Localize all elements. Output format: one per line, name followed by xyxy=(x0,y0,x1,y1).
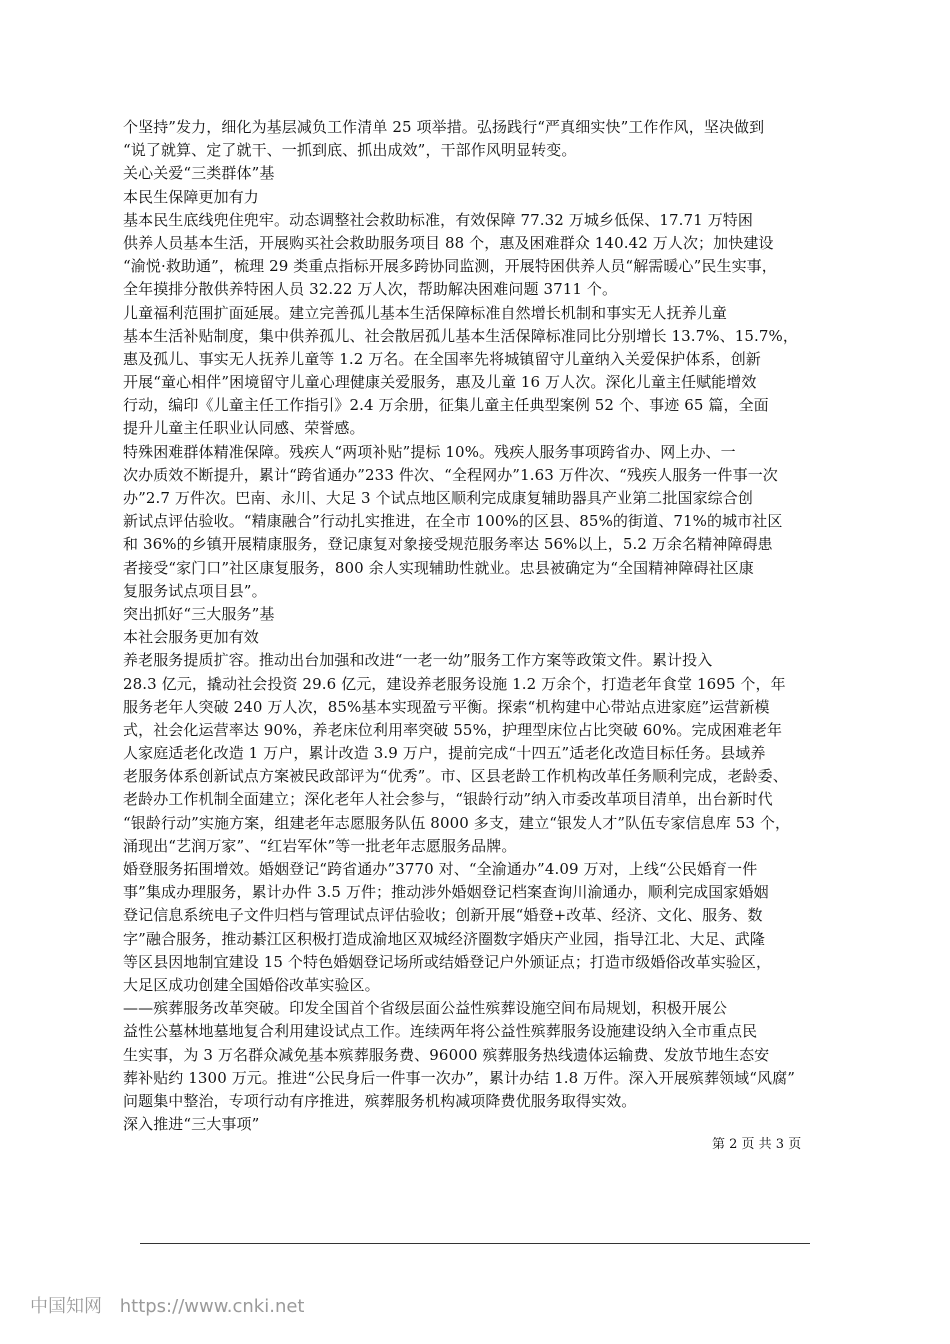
text-line: 登记信息系统电子文件归档与管理试点评估验收；创新开展“婚登+改革、经济、文化、服务、数 xyxy=(123,906,763,925)
text-line: 行动，编印《儿童主任工作指引》2.4 万余册，征集儿童主任典型案例 52 个、事迹 65 篇，全面 xyxy=(123,396,769,415)
text-line: 次办质效不断提升，累计“跨省通办”233 件次、“全程网办”1.63 万件次、“残疾人服务一件事一次 xyxy=(123,465,778,484)
text-line: “说了就算、定了就干、一抓到底、抓出成效”，干部作风明显转变。 xyxy=(123,141,577,160)
text-line: 关心关爱“三类群体”基 xyxy=(123,164,275,183)
text-line: ——殡葬服务改革突破。印发全国首个省级层面公益性殡葬设施空间布局规划，积极开展公 xyxy=(123,999,728,1018)
watermark-url: https://www.cnki.net xyxy=(119,1296,305,1317)
text-line: “银龄行动”实施方案，组建老年志愿服务队伍 8000 多支，建立“银发人才”队伍专家信息库 53 个， xyxy=(123,813,791,832)
text-line: 基本民生底线兜住兜牢。动态调整社会救助标准，有效保障 77.32 万城乡低保、17.71 万特困 xyxy=(123,210,753,229)
text-line: 儿童福利范围扩面延展。建立完善孤儿基本生活保障标准自然增长机制和事实无人抚养儿童 xyxy=(123,303,728,322)
text-line: 式，社会化运营率达 90%，养老床位利用率突破 55%，护理型床位占比突破 60%。完成困难老年 xyxy=(123,720,783,739)
text-line: 问题集中整治，专项行动有序推进，殡葬服务机构减项降费优服务取得实效。 xyxy=(123,1091,637,1110)
text-line: “渝悦·救助通”，梳理 29 类重点指标开展多跨协同监测，开展特困供养人员“解需暖心”民生实事， xyxy=(123,257,777,276)
text-line: 老服务体系创新试点方案被民政部评为“优秀”。市、区县老龄工作机构改革任务顺利完成，老龄委、 xyxy=(123,767,788,786)
text-line: 全年摸排分散供养特困人员 32.22 万人次，帮助解决困难问题 3711 个。 xyxy=(123,280,618,299)
text-line: 婚登服务拓围增效。婚姻登记“跨省通办”3770 对、“全渝通办”4.09 万对，上线“公民婚育一件 xyxy=(123,860,758,878)
text-line: 老龄办工作机制全面建立；深化老年人社会参与，“银龄行动”纳入市委改革项目清单，出台新时代 xyxy=(123,790,773,809)
text-line: 供养人员基本生活，开展购买社会救助服务项目 88 个，惠及困难群众 140.42 万人次；加快建设 xyxy=(123,233,774,252)
text-line: 突出抓好“三大服务”基 xyxy=(123,604,275,623)
watermark xyxy=(30,1292,304,1318)
text-line: 特殊困难群体精准保障。残疾人“两项补贴”提标 10%。残疾人服务事项跨省办、网上办、一 xyxy=(123,442,736,461)
text-line: 个坚持”发力，细化为基层减负工作清单 25 项举措。弘扬践行“严真细实快”工作作风，坚决做到 xyxy=(123,118,765,136)
text-line: 提升儿童主任职业认同感、荣誉感。 xyxy=(123,419,365,438)
text-line: 复服务试点项目县”。 xyxy=(123,581,267,600)
text-line: 字”融合服务，推动綦江区积极打造成渝地区双城经济圈数字婚庆产业园，指导江北、大足、武隆 xyxy=(123,929,765,948)
text-line: 葬补贴约 1300 万元。推进“公民身后一件事一次办”，累计办结 1.8 万件。深入开展殡葬领域“风腐” xyxy=(123,1068,795,1087)
text-line: 者接受“家门口”社区康复服务，800 余人实现辅助性就业。忠县被确定为“全国精神障碍社区康 xyxy=(123,558,754,577)
watermark-brand: 中国知网 xyxy=(30,1296,102,1317)
text-line: 本民生保障更加有力 xyxy=(123,187,259,206)
text-line: 基本生活补贴制度，集中供养孤儿、社会散居孤儿基本生活保障标准同比分别增长 13.7%、15.7%， xyxy=(123,326,798,345)
text-line: 开展“童心相伴”困境留守儿童心理健康关爱服务，惠及儿童 16 万人次。深化儿童主任赋能增效 xyxy=(123,373,757,392)
text-line: 28.3 亿元，撬动社会投资 29.6 亿元，建设养老服务设施 1.2 万余个，打造老年食堂 1695 个，年 xyxy=(123,674,786,693)
text-line: 服务老年人突破 240 万人次，85%基本实现盈亏平衡。探索“机构建中心带站点进家庭”运营新模 xyxy=(123,697,770,716)
text-line: 事”集成办理服务，累计办件 3.5 万件；推动涉外婚姻登记档案查询川渝通办，顺利完成国家婚姻 xyxy=(123,883,769,902)
text-line: 大足区成功创建全国婚俗改革实验区。 xyxy=(123,975,380,994)
text-line: 深入推进“三大事项” xyxy=(123,1115,260,1134)
text-line: 办”2.7 万件次。巴南、永川、大足 3 个试点地区顺利完成康复辅助器具产业第二批国家综合创 xyxy=(123,489,753,507)
text-line: 等区县因地制宜建设 15 个特色婚姻登记场所或结婚登记户外颁证点；打造市级婚俗改革实验区， xyxy=(123,952,772,971)
text-line: 和 36%的乡镇开展精康服务，登记康复对象接受规范服务率达 56%以上，5.2 万余名精神障碍患 xyxy=(123,535,773,554)
text-line: 涌现出“艺润万家”、“红岩军休”等一批老年志愿服务品牌。 xyxy=(123,836,517,855)
text-line: 人家庭适老化改造 1 万户，累计改造 3.9 万户，提前完成“十四五”适老化改造目标任务。县域养 xyxy=(123,744,766,763)
text-line: 生实事，为 3 万名群众减免基本殡葬服务费、96000 殡葬服务热线遗体运输费、发放节地生态安 xyxy=(123,1045,770,1064)
text-line: 惠及孤儿、事实无人抚养儿童等 1.2 万名。在全国率先将城镇留守儿童纳入关爱保护体系，创新 xyxy=(123,349,761,368)
text-line: 本社会服务更加有效 xyxy=(123,628,259,647)
text-line: 益性公墓林地墓地复合利用建设试点工作。连续两年将公益性殡葬服务设施建设纳入全市重点民 xyxy=(123,1022,758,1041)
text-line: 新试点评估验收。“精康融合”行动扎实推进，在全市 100%的区县、85%的街道、71%的城市社区 xyxy=(123,512,783,531)
text-line: 养老服务提质扩容。推动出台加强和改进“一老一幼”服务工作方案等政策文件。累计投入 xyxy=(123,651,713,670)
page-number: 第 2 页 共 3 页 xyxy=(712,1137,802,1152)
document-body xyxy=(123,116,843,1136)
footer-divider xyxy=(140,1243,810,1244)
